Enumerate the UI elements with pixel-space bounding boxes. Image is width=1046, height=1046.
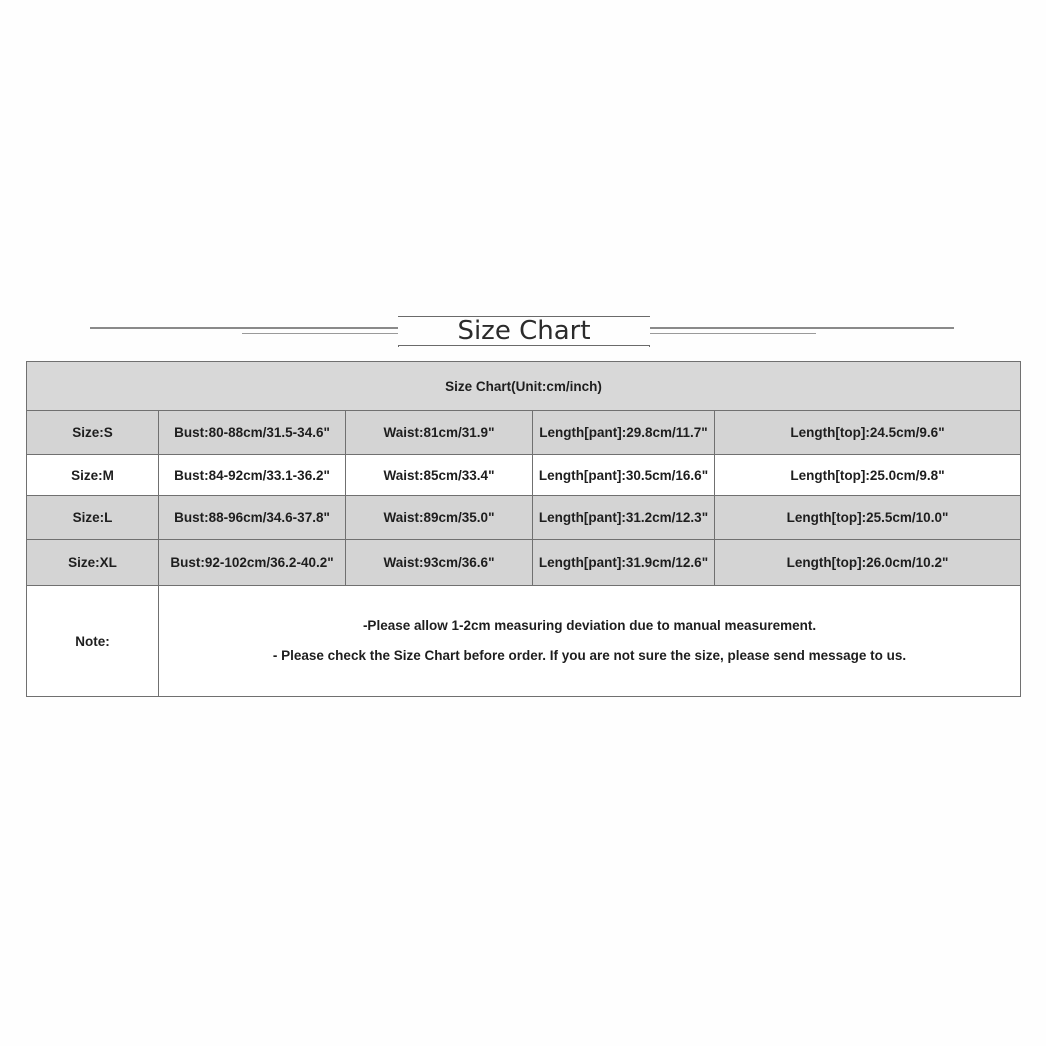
length-top-cell: Length[top]:26.0cm/10.2" <box>715 540 1021 586</box>
note-line: - Please check the Size Chart before order. If you are not sure the size, please send message to us. <box>272 648 907 663</box>
table-row <box>27 455 1021 496</box>
note-content <box>159 586 1021 697</box>
length-pant-cell: Length[pant]:29.8cm/11.7" <box>533 411 715 455</box>
bust-cell: Bust:88-96cm/34.6-37.8" <box>159 496 346 540</box>
note-row <box>27 586 1021 697</box>
length-pant-cell: Length[pant]:31.2cm/12.3" <box>533 496 715 540</box>
header-rule-left-outer <box>90 327 398 329</box>
note-label: Note: <box>27 586 159 697</box>
length-top-cell: Length[top]:25.0cm/9.8" <box>715 455 1021 496</box>
size-cell: Size:L <box>27 496 159 540</box>
waist-cell: Waist:81cm/31.9" <box>346 411 533 455</box>
table-caption: Size Chart(Unit:cm/inch) <box>27 362 1021 411</box>
header-rule-right-inner <box>650 333 816 334</box>
length-top-cell: Length[top]:25.5cm/10.0" <box>715 496 1021 540</box>
bust-cell: Bust:84-92cm/33.1-36.2" <box>159 455 346 496</box>
page-title: Size Chart <box>398 316 650 346</box>
table-caption-row <box>27 362 1021 411</box>
waist-cell: Waist:85cm/33.4" <box>346 455 533 496</box>
table-row <box>27 540 1021 586</box>
size-cell: Size:M <box>27 455 159 496</box>
length-top-cell: Length[top]:24.5cm/9.6" <box>715 411 1021 455</box>
length-pant-cell: Length[pant]:31.9cm/12.6" <box>533 540 715 586</box>
waist-cell: Waist:93cm/36.6" <box>346 540 533 586</box>
bust-cell: Bust:80-88cm/31.5-34.6" <box>159 411 346 455</box>
size-chart-table <box>26 361 1021 697</box>
table-row <box>27 411 1021 455</box>
note-line: -Please allow 1-2cm measuring deviation due to manual measurement. <box>362 618 817 633</box>
length-pant-cell: Length[pant]:30.5cm/16.6" <box>533 455 715 496</box>
header-rule-left-inner <box>242 333 398 334</box>
size-cell: Size:XL <box>27 540 159 586</box>
waist-cell: Waist:89cm/35.0" <box>346 496 533 540</box>
table-row <box>27 496 1021 540</box>
bust-cell: Bust:92-102cm/36.2-40.2" <box>159 540 346 586</box>
size-cell: Size:S <box>27 411 159 455</box>
header-rule-right-outer <box>650 327 954 329</box>
